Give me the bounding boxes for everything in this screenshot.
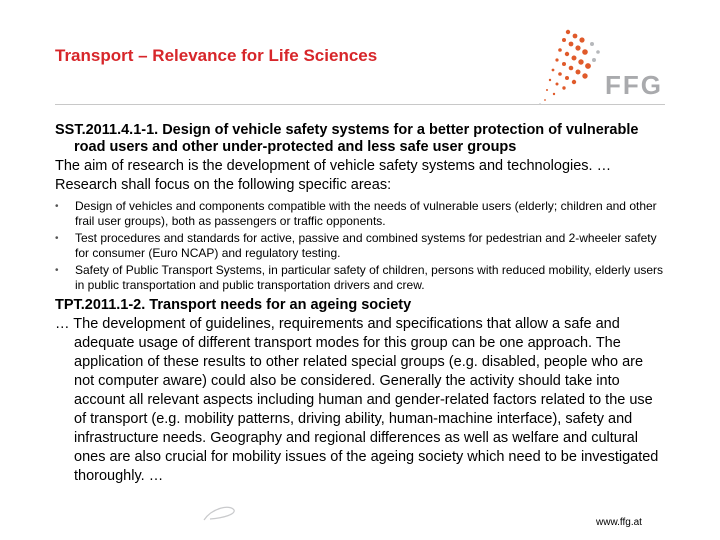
bullet-icon: •	[55, 233, 59, 244]
slide-content	[55, 122, 667, 486]
bullet-text: Safety of Public Transport Systems, in particular safety of children, persons with reduced mobility, elderly users in public transportation and public transportation drivers and crew.	[75, 263, 664, 292]
section2-heading: TPT.2011.1-2. Transport needs for an ageing society	[55, 297, 412, 313]
section1-paragraph-aim: The aim of research is the development of vehicle safety systems and technologies. …	[55, 158, 612, 174]
list-item	[55, 231, 667, 261]
bullet-text: Design of vehicles and components compatible with the needs of vulnerable users (elderly; children and other frail user groups), both as passengers or traffic opponents.	[75, 199, 657, 228]
ffg-logo-text: FFG	[605, 70, 663, 100]
section1-bullet-list	[55, 199, 667, 293]
section1-paragraph-focus: Research shall focus on the following specific areas:	[55, 177, 392, 193]
section1-heading: SST.2011.4.1-1. Design of vehicle safety systems for a better protection of vulnerable road users and other under-protected and less safe user groups	[55, 122, 639, 155]
bullet-text: Test procedures and standards for active, passive and combined systems for pedestrian and 2-wheeler safety for consumer (Euro NCAP) and regulatory testing.	[75, 231, 657, 260]
section2-paragraph: … The development of guidelines, requirements and specifications that allow a safe and adequate usage of different transport modes for this group can be one approach. The application of these results to other related special groups (e.g. disabled, people who are not computer aware) could also be considered. Generally the activity should take into account all relevant aspects including human and gender-related factors related to the use of transport (e.g. mobility patterns, driving ability, human-machine interface), safety and infrastructure needs. Geography and regional differences as well as welfare and cultural ones are also crucial for mobility issues of the ageing society which need to be investigated thoroughly. …	[55, 316, 659, 484]
swirl-decoration-icon	[200, 500, 240, 525]
slide-title: Transport – Relevance for Life Sciences	[55, 46, 378, 65]
footer-url: www.ffg.at	[596, 517, 642, 528]
list-item	[55, 263, 667, 293]
bullet-icon: •	[55, 201, 59, 212]
header-divider	[55, 104, 665, 105]
list-item	[55, 199, 667, 229]
bullet-icon: •	[55, 265, 59, 276]
